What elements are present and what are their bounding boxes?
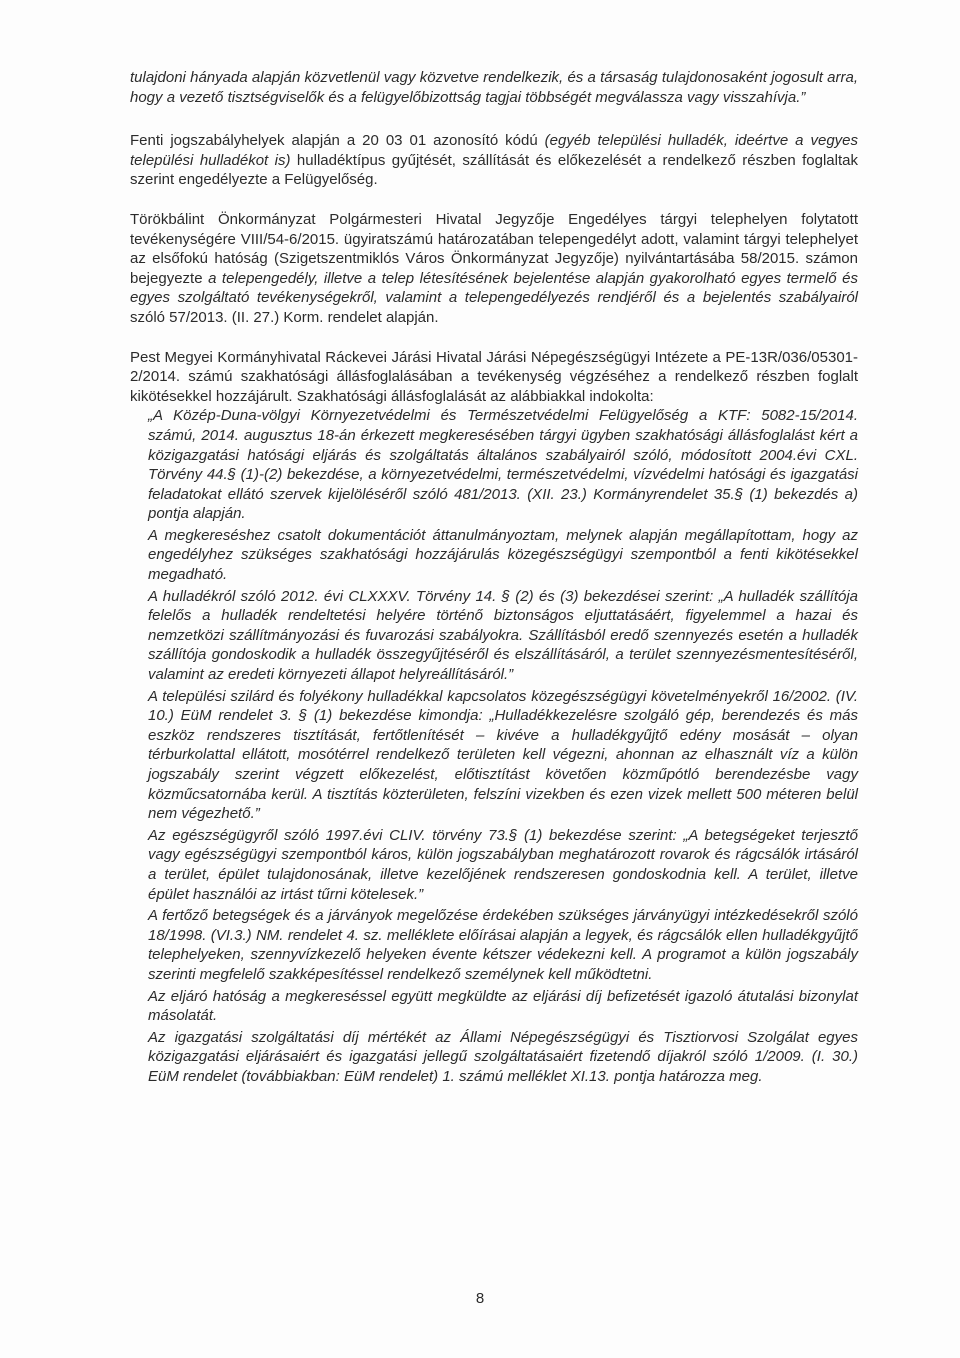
quote-paragraph: „A Közép-Duna-völgyi Környezetvédelmi és Természetvédelmi Felügyelőség a KTF: 5082-15/2014. számú, 2014. augusztus 18-án érkezett megkeresésében tárgyi ügyben szakhatósági állásfoglalást kért a közigazgatási hatósági eljárás és szolgáltatás általános szabályairól szóló, módosított 2004.évi CXL. Törvény 44.§ (1)-(2) bekezdése, a környezetvédelmi, természetvédelmi, vízvédelmi hatósági és igazgatási feladatokat ellátó szervek kijelöléséről szóló 481/2013. (XII. 23.) Kormányrendelet 35.§ (1) bekezdés a) pontja alapján. xyxy=(148,407,858,523)
quote-paragraph: A hulladékról szóló 2012. évi CLXXXV. Törvény 14. § (2) és (3) bekezdései szerint: „A hulladék szállítója felelős a hulladék rendeltetési helyére történő biztonságos eljuttatásáért, figyelemmel a hazai és nemzetközi szállítmányozási és fuvarozási szabályokra. Szállításból eredő szennyezés esetén a hulladék szállítója gondoskodik a hulladék összegyűjtéséről és elszállításáról, a terület szennyezésmentesítéséről, valamint az eredeti környezeti állapot helyreállításáról.” xyxy=(148,587,858,684)
paragraph-site-permit xyxy=(130,210,858,328)
paragraph-health-authority: Pest Megyei Kormányhivatal Ráckevei Járási Hivatal Járási Népegészségügyi Intézete a PE-13R/036/05301-2/2014. számú szakhatósági állásfoglalásában a tevékenység végzéséhez a rendelkező részben foglalt kikötésekkel hozzájárult. Szakhatósági állásfoglalását az alábbiakkal indokolta: xyxy=(130,348,858,405)
page-number: 8 xyxy=(475,1290,485,1307)
text-run-italic: a telepengedély, illetve a telep létesítésének bejelentése alapján gyakorolható egyes termelő és egyes szolgáltató tevékenységekről, valamint a telepengedélyezés rendjéről és a bejelentés szabályairól xyxy=(130,269,858,307)
text-run: szóló 57/2013. (II. 27.) Korm. rendelet alapján. xyxy=(130,308,439,326)
quoted-reasoning xyxy=(130,406,858,1086)
quote-paragraph: Az eljáró hatóság a megkereséssel együtt megküldte az eljárási díj befizetését igazoló átutalási bizonylat másolatát. xyxy=(148,987,858,1025)
text-run-italic: (egyéb települési hulladék, ideértve a vegyes települési hulladékot is) xyxy=(130,132,858,169)
text-run: Törökbálint Önkormányzat Polgármesteri Hivatal Jegyzője Engedélyes tárgyi telephelyen folytatott tevékenységére VIII/54-6/2015. ügyiratszámú határozatában telepengedélyt adott, valamint tárgyi telephelyet az elsőfokú hatóság (Szigetszentmiklós Város Önkormányzat Jegyzője) nyilvántartásába 58/2015. számon bejegyezte xyxy=(130,210,858,287)
quote-paragraph: A települési szilárd és folyékony hulladékkal kapcsolatos közegészségügyi követelményekről 16/2002. (IV. 10.) EüM rendelet 3. § (1) bekezdése kimondja: „Hulladékkezelésre szolgáló gép, berendezés és más eszköz rendszeres tisztítását, fertőtlenítését – kivéve a hulladékgyűjtő edény mosását – olyan térburkolattal ellátott, mosótérrel rendelkező területen kell végezni, ahonnan az elhasznált víz a külön jogszabály szerint végzett előkezelést, előtisztítást követően közműpótló berendezésbe vagy közműcsatornába kerül. A tisztítás közterületen, felszíni vizekben és ezen vizek mellett 500 méteren belül nem végezhető.” xyxy=(148,687,858,823)
quote-paragraph: A fertőző betegségek és a járványok megelőzése érdekében szükséges járványügyi intézkedésekről szóló 18/1998. (VI.3.) NM. rendelet 4. sz. melléklete előírásai alapján a legyek, és rágcsálók ellen hulladékgyűjtő telephelyeken, szennyvízkezelő helyeken évente kétszer védekezni kell. A programot a külön jogszabály szerinti megfelelő szakképesítéssel rendelkező személynek kell működtetni. xyxy=(148,907,858,983)
quote-paragraph: Az egészségügyről szóló 1997.évi CLIV. törvény 73.§ (1) bekezdése szerint: „A betegségeket terjesztő vagy egészségügyi szempontból káros, külön jogszabályban meghatározott rovarok és rágcsálók irtásáról a terület, épület tulajdonosának, illetve kezelőjének rendszeresen gondoskodnia kell. A terület, illetve épület használói az irtást tűrni kötelesek.” xyxy=(148,826,858,903)
quote-paragraph: Az igazgatási szolgáltatási díj mértékét az Állami Népegészségügyi és Tisztiorvosi Szolgálat egyes közigazgatási eljárásaiért és igazgatási jellegű szolgáltatásaiért fizetendő díjakról szóló 1/2009. (I. 30.) EüM rendelet (továbbiakban: EüM rendelet) 1. számú melléklet XI.13. pontja határozza meg. xyxy=(148,1028,858,1085)
text-run: Fenti jogszabályhelyek alapján a 20 03 01 azonosító kódú xyxy=(130,132,545,150)
quote-paragraph: A megkereséshez csatolt dokumentációt áttanulmányoztam, melynek alapján megállapítottam, hogy az engedélyhez szükséges szakhatósági hozzájárulás közegészségügyi szempontból a fenti kikötésekkel megadható. xyxy=(148,526,858,584)
intro-paragraph: tulajdoni hányada alapján közvetlenül vagy közvetve rendelkezik, és a társaság tulajdonosaként jogosult arra, hogy a vezető tisztségviselők és a felügyelőbizottság tagjai többségét megválassza vagy visszahívja.” xyxy=(130,69,858,106)
text-run: hulladéktípus gyűjtését, szállítását és előkezelését a rendelkező részben foglaltak szerint engedélyezte a Felügyelőség. xyxy=(130,151,858,189)
page-body xyxy=(130,68,858,1089)
paragraph-waste-code xyxy=(130,131,858,190)
